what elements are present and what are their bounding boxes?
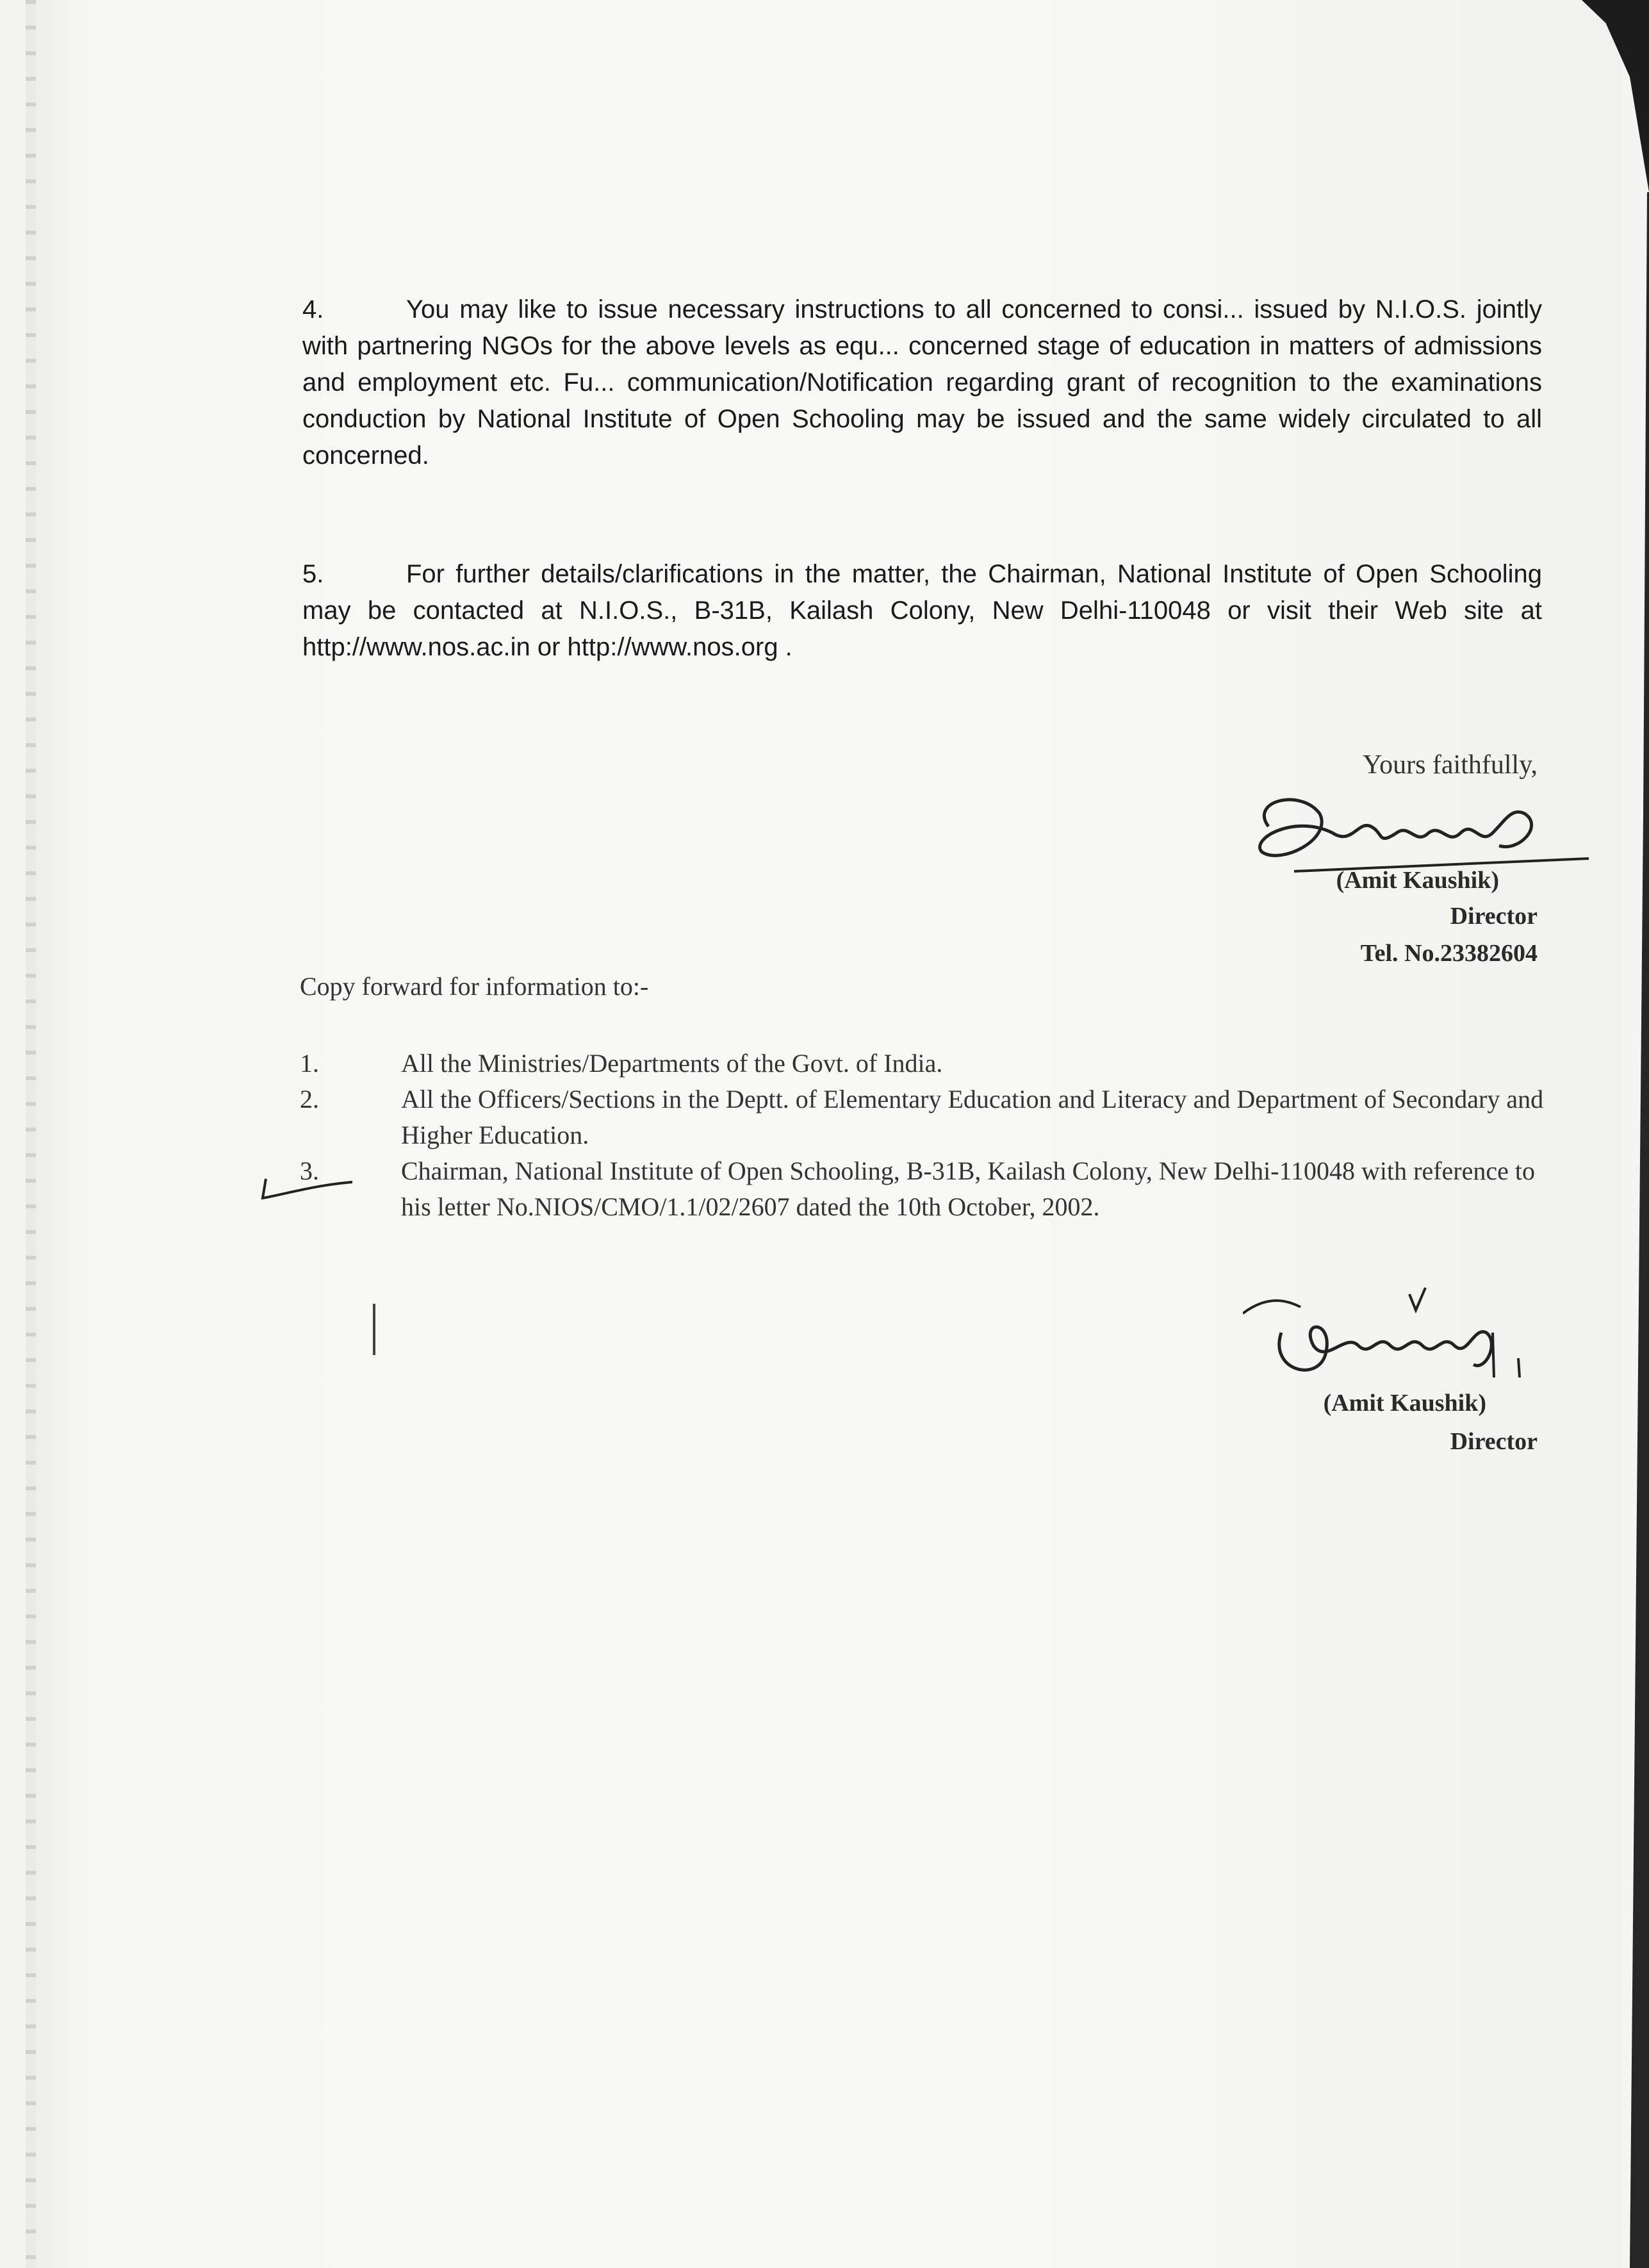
salutation: Yours faithfully, [1362,750,1538,780]
page-left-edge [26,0,36,2268]
signatory-designation-2: Director [1450,1428,1538,1455]
signature-image [1243,788,1602,878]
tick-mark-icon [256,1166,359,1204]
paragraph-text: You may like to issue necessary instructions to all concerned to consi... issued by N.I.O.S. jointly with partnering NGOs for the above levels as equ... concerned stage of education in matters of admissions and employment etc. Fu... communication/Notification regarding grant of recognition to the examinations conduction by National Institute of Open Schooling may be issued and the same widely circulated to all concerned. [302,295,1542,470]
list-item-number: 3. [300,1156,319,1185]
list-item [300,1153,1555,1225]
signature-image-2 [1243,1281,1602,1397]
signatory-phone: Tel. No.23382604 [1360,940,1538,967]
paragraph-number: 5. [302,560,324,588]
list-item-text: Chairman, National Institute of Open Schooling, B-31B, Kailash Colony, New Delhi-110048 with reference to his letter No.NIOS/CMO/1.1/02/2607 dated the 10th October, 2002. [401,1156,1535,1221]
paragraph-number: 4. [302,295,324,324]
paragraph-5 [302,556,1542,666]
list-item-number: 2. [300,1085,319,1113]
signatory-name-2: (Amit Kaushik) [1323,1390,1486,1417]
list-item-text: All the Ministries/Departments of the Govt. of India. [401,1049,943,1078]
paragraph-4 [302,292,1542,474]
signatory-designation: Director [1450,903,1538,930]
page-right-edge [1630,192,1649,2268]
paragraph-text: For further details/clarifications in the matter, the Chairman, National Institute of Open Schooling may be contacted at N.I.O.S., B-31B, Kailash Colony, New Delhi-110048 or visit their Web site at http://www.nos.ac.in or http://www.nos.org . [302,560,1542,661]
list-item-text: All the Officers/Sections in the Deptt. of Elementary Education and Literacy and Department of Secondary and Higher Education. [401,1085,1544,1149]
copy-forward-heading: Copy forward for information to:- [300,972,649,1001]
margin-mark [373,1304,375,1355]
list-item [300,1081,1555,1153]
list-item-number: 1. [300,1049,319,1078]
copy-forward-list [300,1046,1555,1225]
signatory-name: (Amit Kaushik) [1336,867,1499,894]
list-item [300,1046,1555,1081]
